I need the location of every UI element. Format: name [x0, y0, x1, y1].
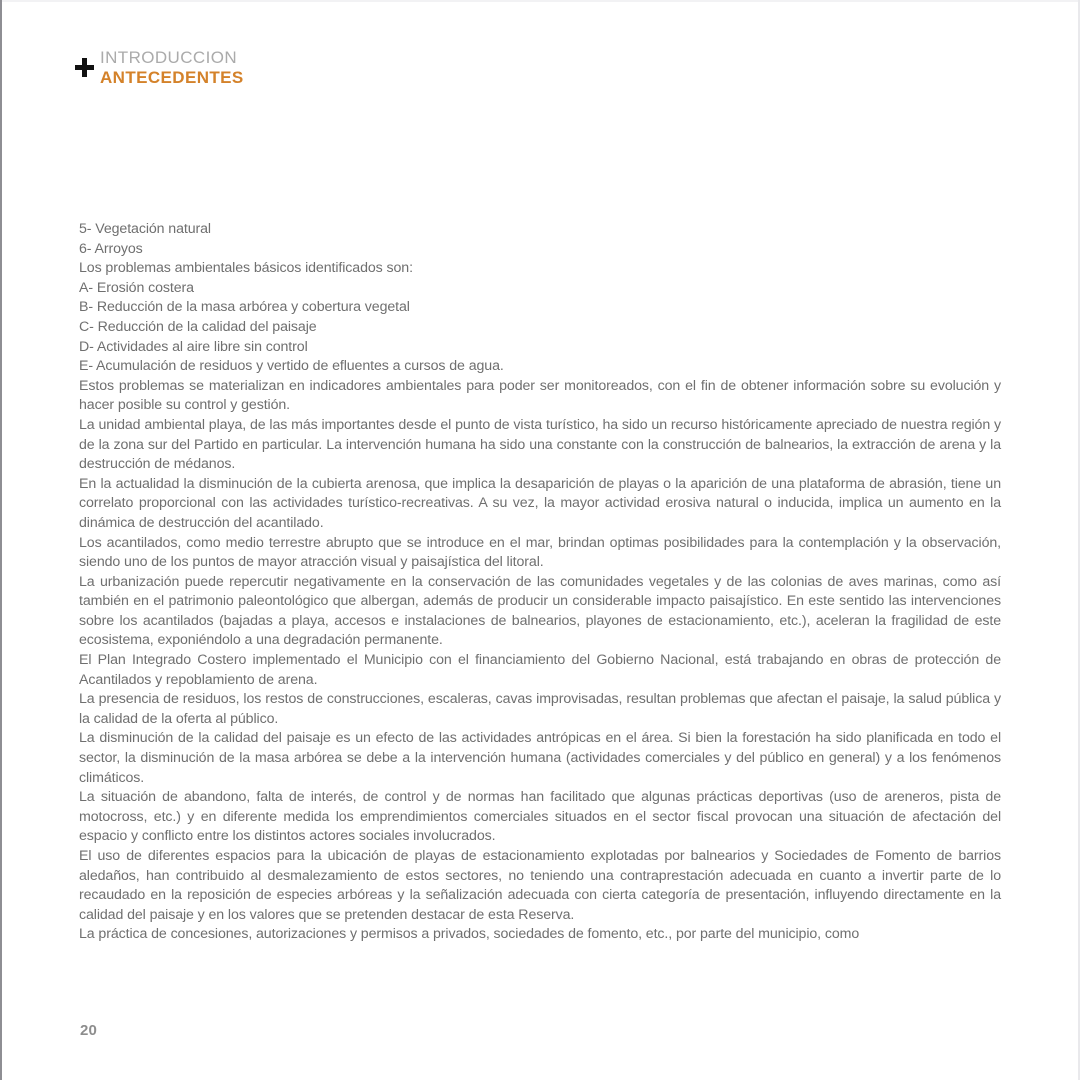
- section-header-lines: [100, 48, 244, 88]
- list-item: Los problemas ambientales básicos identificados son:: [79, 260, 413, 277]
- list-item: B- Reducción de la masa arbórea y cobertura vegetal: [79, 299, 410, 316]
- list-item: E- Acumulación de residuos y vertido de efluentes a cursos de agua.: [79, 358, 504, 375]
- body-text: [79, 220, 1001, 945]
- plus-icon: [74, 57, 96, 79]
- page-edge-top: [0, 0, 1080, 2]
- section-header-introduccion: INTRODUCCION: [100, 48, 238, 67]
- paragraph: La disminución de la calidad del paisaje es un efecto de las actividades antrópicas en el área. Si bien la forestación ha sido planificada en todo el sector, la disminución de la masa arbórea se debe a la intervención humana (actividades comerciales y del público en general) y a los fenómenos climáticos.: [79, 730, 1001, 786]
- page-edge-left: [0, 0, 2, 1080]
- paragraph: La presencia de residuos, los restos de construcciones, escaleras, cavas improvisadas, resultan problemas que afectan el paisaje, la salud pública y la calidad de la oferta al público.: [79, 691, 1001, 727]
- list-item: 5- Vegetación natural: [79, 221, 211, 237]
- paragraph: Estos problemas se materializan en indicadores ambientales para poder ser monitoreados, con el fin de obtener información sobre su evolución y hacer posible su control y gestión.: [79, 377, 1001, 414]
- paragraph: El Plan Integrado Costero implementado el Municipio con el financiamiento del Gobierno Nacional, está trabajando en obras de protección de Acantilados y repoblamiento de arena.: [79, 652, 1001, 688]
- list-item: A- Erosión costera: [79, 279, 194, 296]
- paragraph: En la actualidad la disminución de la cubierta arenosa, que implica la desaparición de playas o la aparición de una plataforma de abrasión, tiene un correlato proporcional con las actividades turístico-recreativas. A su vez, la mayor actividad erosiva natural o inducida, implica un aumento en la dinámica de destrucción del acantilado.: [79, 475, 1001, 531]
- page-number: 20: [80, 1022, 98, 1039]
- paragraph: La práctica de concesiones, autorizaciones y permisos a privados, sociedades de fomento, etc., por parte del municipio, como: [79, 926, 860, 943]
- paragraph: El uso de diferentes espacios para la ubicación de playas de estacionamiento explotadas por balnearios y Sociedades de Fomento de barrios aledaños, han contribuido al desmalezamiento de estos sectores, no teniendo una contraprestación adecuada en cuanto a invertir parte de lo recaudado en la reposición de especies arbóreas y la señalización adecuada con cierta categoría de presentación, influyendo directamente en la calidad del paisaje y en los valores que se pretenden destacar de esta Reserva.: [79, 848, 1001, 923]
- list-item: C- Reducción de la calidad del paisaje: [79, 318, 317, 335]
- paragraph: Los acantilados, como medio terrestre abrupto que se introduce en el mar, brindan optimas posibilidades para la contemplación y la observación, siendo uno de los puntos de mayor atracción visual y paisajística del litoral.: [79, 534, 1001, 571]
- list-item: 6- Arroyos: [79, 240, 143, 257]
- section-header-antecedentes: ANTECEDENTES: [100, 68, 244, 87]
- paragraph: La situación de abandono, falta de interés, de control y de normas han facilitado que algunas prácticas deportivas (uso de areneros, pista de motocross, etc.) y en diferente medida los emprendimientos comerciales situados en el sector fiscal provocan una situación de afectación del espacio y conflicto entre los distintos actores sociales involucrados.: [79, 789, 1001, 845]
- list-item: D- Actividades al aire libre sin control: [79, 338, 308, 355]
- paragraph: La urbanización puede repercutir negativamente en la conservación de las comunidades vegetales y de las colonias de aves marinas, como así también en el patrimonio paleontológico que albergan, además de producir un considerable impacto paisajístico. En este sentido las intervenciones sobre los acantilados (bajadas a playa, accesos e instalaciones de balnearios, playones de estacionamiento, etc.), aceleran la fragilidad de este ecosistema, exponiéndolo a una degradación permanente.: [79, 573, 1001, 649]
- paragraph: La unidad ambiental playa, de las más importantes desde el punto de vista turístico, ha sido un recurso históricamente apreciado de nuestra región y de la zona sur del Partido en particular. La intervención humana ha sido una constante con la construcción de balnearios, la extracción de arena y la destrucción de médanos.: [79, 416, 1001, 473]
- section-header: [74, 48, 244, 88]
